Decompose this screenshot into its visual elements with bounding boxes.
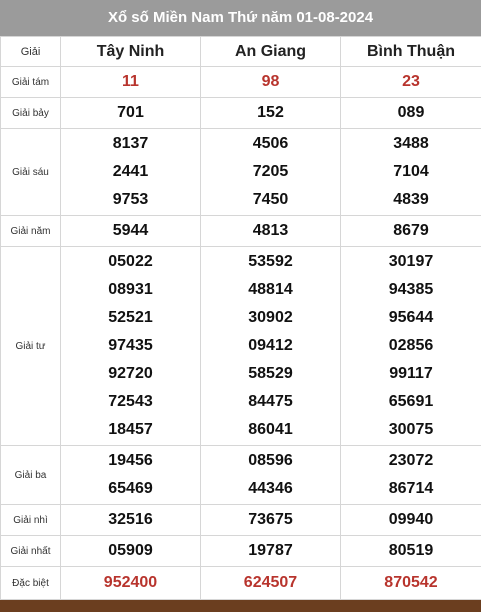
prize-cell <box>61 567 201 600</box>
prize-cell <box>201 129 341 216</box>
prize-number: 73675 <box>201 506 340 534</box>
prize-cell <box>341 446 481 505</box>
prize-label: Giải sáu <box>1 129 61 216</box>
prize-cell <box>61 67 201 98</box>
prize-number: 23072 <box>341 447 481 475</box>
prize-number: 11 <box>61 68 200 96</box>
prize-number: 4506 <box>201 130 340 158</box>
prize-cell <box>201 505 341 536</box>
prize-cell <box>341 216 481 247</box>
prize-number: 19787 <box>201 537 340 565</box>
prize-number: 3488 <box>341 130 481 158</box>
prize-row-giai-nam <box>1 216 481 247</box>
prize-number: 4839 <box>341 186 481 214</box>
prize-cell <box>61 536 201 567</box>
prize-number: 86714 <box>341 475 481 503</box>
prize-cell <box>61 446 201 505</box>
prize-number: 86041 <box>201 416 340 444</box>
prize-row-giai-nhi <box>1 505 481 536</box>
prize-number: 23 <box>341 68 481 96</box>
prize-number: 52521 <box>61 304 200 332</box>
prize-number: 30197 <box>341 248 481 276</box>
prize-label: Giải năm <box>1 216 61 247</box>
prize-cell <box>341 67 481 98</box>
prize-cell <box>201 216 341 247</box>
prize-label: Đặc biệt <box>1 567 61 600</box>
prize-number: 08596 <box>201 447 340 475</box>
prize-number: 65469 <box>61 475 200 503</box>
prize-cell <box>201 536 341 567</box>
province-an-giang[interactable]: An Giang <box>201 37 341 67</box>
prize-number: 952400 <box>61 568 200 598</box>
prize-number: 7450 <box>201 186 340 214</box>
prize-column-header: Giải <box>1 37 61 67</box>
prize-number: 4813 <box>201 217 340 245</box>
results-body <box>1 67 481 600</box>
prize-number: 152 <box>201 99 340 127</box>
prize-number: 72543 <box>61 388 200 416</box>
results-table <box>0 36 481 600</box>
prize-number: 02856 <box>341 332 481 360</box>
prize-cell <box>201 98 341 129</box>
province-tay-ninh[interactable]: Tây Ninh <box>61 37 201 67</box>
prize-number: 30075 <box>341 416 481 444</box>
prize-number: 2441 <box>61 158 200 186</box>
prize-cell <box>201 446 341 505</box>
prize-label: Giải tám <box>1 67 61 98</box>
prize-number: 9753 <box>61 186 200 214</box>
prize-number: 32516 <box>61 506 200 534</box>
prize-cell <box>201 247 341 446</box>
prize-row-giai-nhat <box>1 536 481 567</box>
prize-number: 58529 <box>201 360 340 388</box>
prize-number: 65691 <box>341 388 481 416</box>
prize-label: Giải nhất <box>1 536 61 567</box>
prize-number: 19456 <box>61 447 200 475</box>
prize-number: 98 <box>201 68 340 96</box>
prize-number: 08931 <box>61 276 200 304</box>
prize-cell <box>341 505 481 536</box>
province-binh-thuan[interactable]: Bình Thuận <box>341 37 481 67</box>
prize-cell <box>341 567 481 600</box>
prize-row-giai-tu <box>1 247 481 446</box>
prize-number: 8679 <box>341 217 481 245</box>
prize-cell <box>61 505 201 536</box>
prize-row-giai-tam <box>1 67 481 98</box>
prize-number: 05022 <box>61 248 200 276</box>
prize-number: 09412 <box>201 332 340 360</box>
prize-number: 44346 <box>201 475 340 503</box>
prize-number: 870542 <box>341 568 481 598</box>
prize-cell <box>61 247 201 446</box>
prize-number: 09940 <box>341 506 481 534</box>
prize-number: 80519 <box>341 537 481 565</box>
footer-bar <box>0 600 481 612</box>
header-row <box>1 37 481 67</box>
prize-number: 84475 <box>201 388 340 416</box>
prize-label: Giải tư <box>1 247 61 446</box>
prize-cell <box>61 216 201 247</box>
prize-number: 95644 <box>341 304 481 332</box>
page-title: Xổ số Miền Nam Thứ năm 01-08-2024 <box>0 0 481 36</box>
prize-cell <box>201 67 341 98</box>
prize-number: 701 <box>61 99 200 127</box>
prize-row-giai-sau <box>1 129 481 216</box>
prize-label: Giải ba <box>1 446 61 505</box>
prize-number: 53592 <box>201 248 340 276</box>
prize-cell <box>61 129 201 216</box>
prize-number: 99117 <box>341 360 481 388</box>
prize-cell <box>341 536 481 567</box>
prize-number: 94385 <box>341 276 481 304</box>
prize-row-giai-ba <box>1 446 481 505</box>
prize-number: 7205 <box>201 158 340 186</box>
prize-number: 089 <box>341 99 481 127</box>
prize-cell <box>341 247 481 446</box>
prize-label: Giải nhì <box>1 505 61 536</box>
prize-row-dac-biet <box>1 567 481 600</box>
prize-number: 92720 <box>61 360 200 388</box>
prize-number: 624507 <box>201 568 340 598</box>
prize-cell <box>201 567 341 600</box>
prize-number: 30902 <box>201 304 340 332</box>
prize-number: 48814 <box>201 276 340 304</box>
prize-number: 5944 <box>61 217 200 245</box>
prize-number: 97435 <box>61 332 200 360</box>
prize-number: 7104 <box>341 158 481 186</box>
prize-label: Giải bảy <box>1 98 61 129</box>
prize-cell <box>61 98 201 129</box>
prize-row-giai-bay <box>1 98 481 129</box>
prize-number: 18457 <box>61 416 200 444</box>
prize-cell <box>341 98 481 129</box>
prize-number: 05909 <box>61 537 200 565</box>
prize-cell <box>341 129 481 216</box>
prize-number: 8137 <box>61 130 200 158</box>
